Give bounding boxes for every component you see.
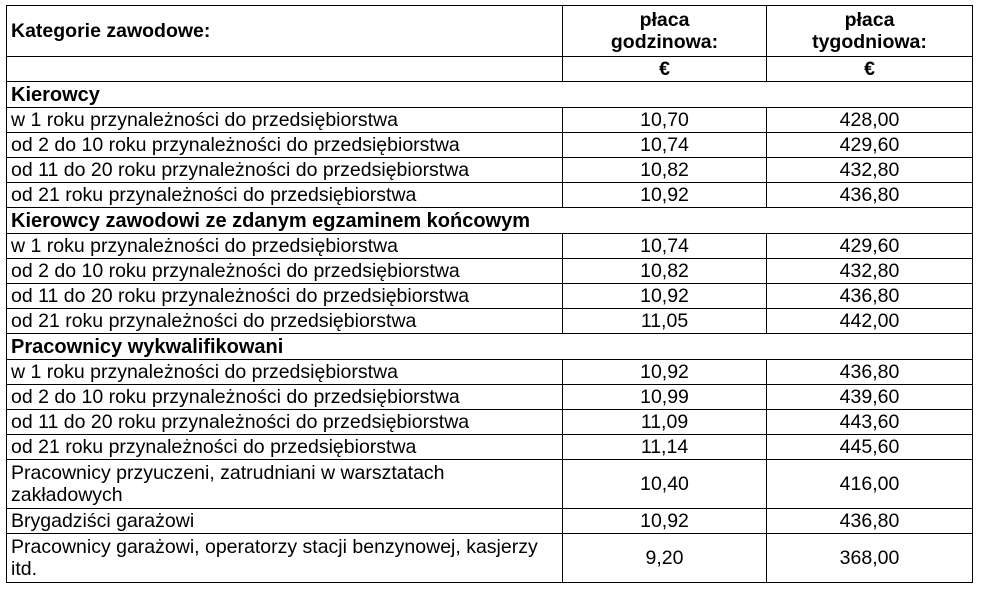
table-row — [7, 158, 973, 183]
hourly-header-line2: godzinowa: — [610, 31, 719, 53]
wage-table — [6, 5, 973, 583]
section-title: Kierowcy zawodowi ze zdanym egzaminem końcowym — [7, 208, 973, 234]
section-header — [7, 208, 973, 234]
hourly-value: 10,92 — [563, 284, 767, 309]
section-title: Pracownicy wykwalifikowani — [7, 334, 973, 360]
table-row — [7, 234, 973, 259]
table-row — [7, 259, 973, 284]
table-row — [7, 410, 973, 435]
hourly-value: 10,82 — [563, 158, 767, 183]
hourly-value: 9,20 — [563, 534, 767, 583]
hourly-value: 11,05 — [563, 309, 767, 334]
weekly-header-line2: tygodniowa: — [812, 31, 927, 53]
table-row — [7, 360, 973, 385]
hourly-value: 10,82 — [563, 259, 767, 284]
row-label: Pracownicy przyuczeni, zatrudniani w warsztatach zakładowych — [7, 460, 563, 509]
table-row — [7, 309, 973, 334]
row-label: w 1 roku przynależności do przedsiębiorstwa — [7, 234, 563, 259]
row-label: od 11 do 20 roku przynależności do przedsiębiorstwa — [7, 158, 563, 183]
table-row — [7, 509, 973, 534]
row-label: od 21 roku przynależności do przedsiębiorstwa — [7, 183, 563, 208]
table-row — [7, 133, 973, 158]
row-label: od 2 do 10 roku przynależności do przedsiębiorstwa — [7, 385, 563, 410]
header-row — [7, 6, 973, 57]
category-header: Kategorie zawodowe: — [7, 6, 563, 57]
row-label: w 1 roku przynależności do przedsiębiorstwa — [7, 108, 563, 133]
hourly-header-line1: płaca — [639, 9, 690, 31]
weekly-value: 416,00 — [767, 460, 973, 509]
weekly-value: 439,60 — [767, 385, 973, 410]
hourly-value: 11,14 — [563, 435, 767, 460]
hourly-value: 10,92 — [563, 509, 767, 534]
weekly-value: 432,80 — [767, 158, 973, 183]
row-label: w 1 roku przynależności do przedsiębiorstwa — [7, 360, 563, 385]
weekly-value: 429,60 — [767, 133, 973, 158]
weekly-header-line1: płaca — [844, 9, 895, 31]
table-row — [7, 534, 973, 583]
table-row — [7, 435, 973, 460]
hourly-value: 10,70 — [563, 108, 767, 133]
unit-empty-cell — [7, 57, 563, 82]
weekly-value: 436,80 — [767, 509, 973, 534]
row-label: od 21 roku przynależności do przedsiębiorstwa — [7, 309, 563, 334]
hourly-value: 11,09 — [563, 410, 767, 435]
weekly-value: 429,60 — [767, 234, 973, 259]
row-label: od 2 do 10 roku przynależności do przedsiębiorstwa — [7, 259, 563, 284]
weekly-value: 436,80 — [767, 284, 973, 309]
weekly-value: 428,00 — [767, 108, 973, 133]
weekly-value: 445,60 — [767, 435, 973, 460]
section-title: Kierowcy — [7, 82, 973, 108]
row-label: od 2 do 10 roku przynależności do przedsiębiorstwa — [7, 133, 563, 158]
table-row — [7, 108, 973, 133]
hourly-unit: € — [563, 57, 767, 82]
hourly-wage-header — [563, 6, 767, 57]
table-row — [7, 385, 973, 410]
unit-row — [7, 57, 973, 82]
weekly-value: 443,60 — [767, 410, 973, 435]
weekly-wage-header — [767, 6, 973, 57]
row-label: Pracownicy garażowi, operatorzy stacji benzynowej, kasjerzy itd. — [7, 534, 563, 583]
row-label: Brygadziści garażowi — [7, 509, 563, 534]
row-label: od 11 do 20 roku przynależności do przedsiębiorstwa — [7, 284, 563, 309]
hourly-value: 10,74 — [563, 133, 767, 158]
table-row — [7, 284, 973, 309]
table-row — [7, 460, 973, 509]
weekly-value: 436,80 — [767, 360, 973, 385]
hourly-value: 10,99 — [563, 385, 767, 410]
table-row — [7, 183, 973, 208]
row-label: od 11 do 20 roku przynależności do przedsiębiorstwa — [7, 410, 563, 435]
row-label: od 21 roku przynależności do przedsiębiorstwa — [7, 435, 563, 460]
weekly-value: 436,80 — [767, 183, 973, 208]
weekly-value: 432,80 — [767, 259, 973, 284]
hourly-value: 10,92 — [563, 183, 767, 208]
weekly-value: 442,00 — [767, 309, 973, 334]
weekly-value: 368,00 — [767, 534, 973, 583]
section-header — [7, 334, 973, 360]
hourly-value: 10,74 — [563, 234, 767, 259]
section-header — [7, 82, 973, 108]
weekly-unit: € — [767, 57, 973, 82]
hourly-value: 10,92 — [563, 360, 767, 385]
hourly-value: 10,40 — [563, 460, 767, 509]
